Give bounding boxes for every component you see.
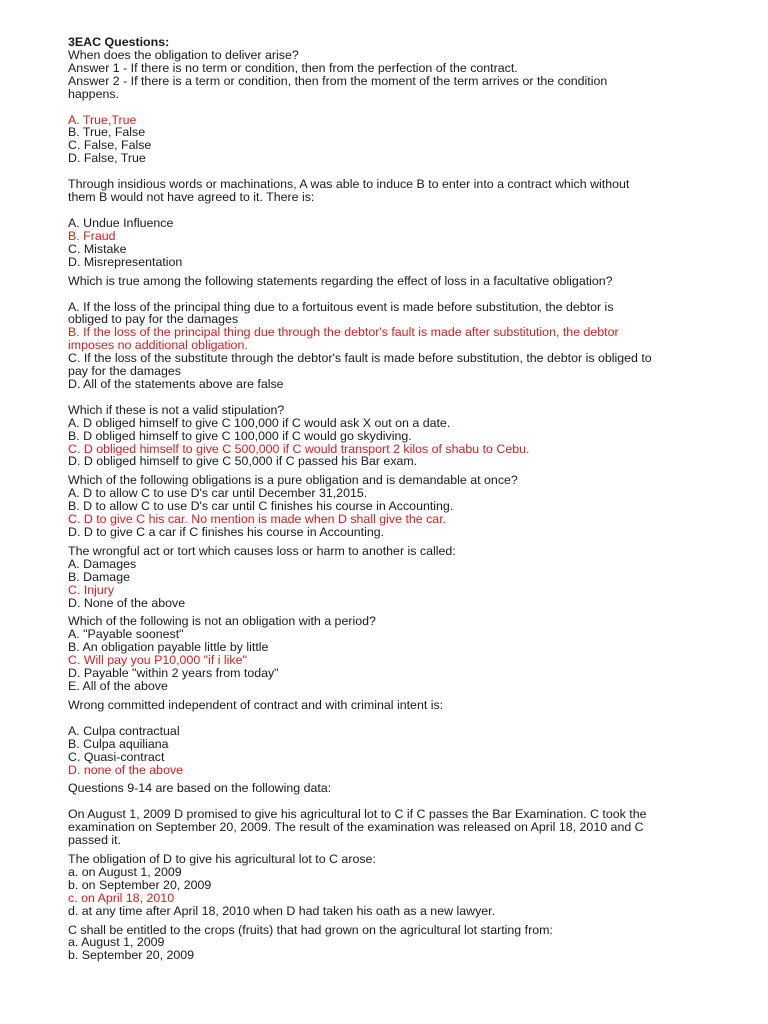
q8-option-d-correct: D. none of the above [68,762,184,777]
q7-question: Which of the following is not an obligation with a period? [68,614,376,629]
q7-option-b: B. An obligation payable little by little [68,640,269,655]
q2-option-c: C. Mistake [68,241,127,256]
q8-option-c: C. Quasi-contract [68,749,165,764]
q2-option-b-correct: B. Fraud [68,228,116,243]
q8-option-a: A. Culpa contractual [68,723,180,738]
q7-option-d: D. Payable "within 2 years from today" [68,666,279,681]
q5-option-d: D. D to give C a car if C finishes his course in Accounting. [68,525,385,539]
q4-option-b: B. D obliged himself to give C 100,000 if C would go skydiving. [68,428,412,443]
q5-option-c-correct: C. D to give C his car. No mention is made when D shall give the car. [68,512,447,527]
q5-question: Which of the following obligations is a pure obligation and is demandable at once? [68,473,518,488]
q8-question: Wrong committed independent of contract and with criminal intent is: [68,697,444,712]
q6-option-b: B. Damage [68,569,130,584]
q10-option-b: b. September 20, 2009 [68,948,195,963]
q4-option-c-correct: C. D obliged himself to give C 500,000 if C would transport 2 kilos of shabu to Cebu. [68,441,530,456]
q3-option-b-correct-cont: imposes no additional obligation. [68,338,248,353]
intro-answer-2-cont: happens. [68,86,119,101]
q3-option-c: C. If the loss of the substitute through the debtor's fault is made before substitution, the debtor is obliged to [68,351,652,366]
document-title: 3EAC Questions: [68,35,170,49]
q1-option-d: D. False, True [68,151,146,166]
q1-option-b: B. True, False [68,125,146,140]
q7-option-c-correct: C. Will pay you P10,000 "if i like" [68,653,247,668]
q3-option-a: A. If the loss of the principal thing due to a fortuitous event is made before substitution, the debtor is [68,299,614,314]
q2-option-a: A. Undue Influence [68,215,174,230]
q1-option-c: C. False, False [68,138,152,153]
q9-option-c-correct: c. on April 18, 2010 [68,890,175,905]
data-line-2: examination on September 20, 2009. The result of the examination was released on April 18, 2010 and C [68,820,644,835]
q6-option-a: A. Damages [68,556,137,571]
q3-option-c-cont: pay for the damages [68,364,181,379]
data-line-3: passed it. [68,833,122,848]
data-intro: Questions 9-14 are based on the following data: [68,781,332,796]
q9-option-a: a. on August 1, 2009 [68,864,182,879]
q6-question: The wrongful act or tort which causes loss or harm to another is called: [68,543,456,558]
q9-option-d: d. at any time after April 18, 2010 when D had taken his oath as a new lawyer. [68,903,496,918]
intro-answer-1: Answer 1 - If there is no term or condition, then from the perfection of the contract. [68,60,518,75]
q5-option-b: B. D to allow C to use D's car until C finishes his course in Accounting. [68,499,454,514]
q3-question: Which is true among the following statements regarding the effect of loss in a facultative obligation? [68,273,613,288]
q8-option-b: B. Culpa aquiliana [68,736,169,751]
q4-option-a: A. D obliged himself to give C 100,000 if C would ask X out on a date. [68,415,451,430]
intro-answer-2: Answer 2 - If there is a term or condition, then from the moment of the term arrives or the condition [68,73,608,88]
q5-option-a: A. D to allow C to use D's car until December 31,2015. [68,486,368,501]
q2-question-line-2: them B would not have agreed to it. There is: [68,190,315,205]
q3-option-b-correct: B. If the loss of the principal thing due through the debtor's fault is made after substitution, the debtor [68,325,619,340]
q9-question: The obligation of D to give his agricultural lot to C arose: [68,852,376,867]
q3-option-a-cont: obliged to pay for the damages [68,312,239,327]
q3-option-d: D. All of the statements above are false [68,376,284,391]
q1-option-a-correct: A. True,True [68,112,137,127]
data-line-1: On August 1, 2009 D promised to give his agricultural lot to C if C passes the Bar Examination. C took the [68,807,647,822]
q6-option-d: D. None of the above [68,595,186,610]
document-page [68,36,728,962]
q10-option-a: a. August 1, 2009 [68,935,165,950]
q10-question: C shall be entitled to the crops (fruits) that had grown on the agricultural lot starting from: [68,922,553,937]
q2-question-line-1: Through insidious words or machinations, A was able to induce B to enter into a contract which without [68,177,630,192]
q4-option-d: D. D obliged himself to give C 50,000 if C passed his Bar exam. [68,454,418,469]
q2-option-d: D. Misrepresentation [68,254,183,269]
q7-option-e: E. All of the above [68,678,168,693]
intro-question: When does the obligation to deliver arise? [68,47,299,62]
q7-option-a: A. "Payable soonest" [68,627,184,642]
q6-option-c-correct: C. Injury [68,582,115,597]
q9-option-b: b. on September 20, 2009 [68,877,212,892]
q4-question: Which if these is not a valid stipulation? [68,402,285,417]
